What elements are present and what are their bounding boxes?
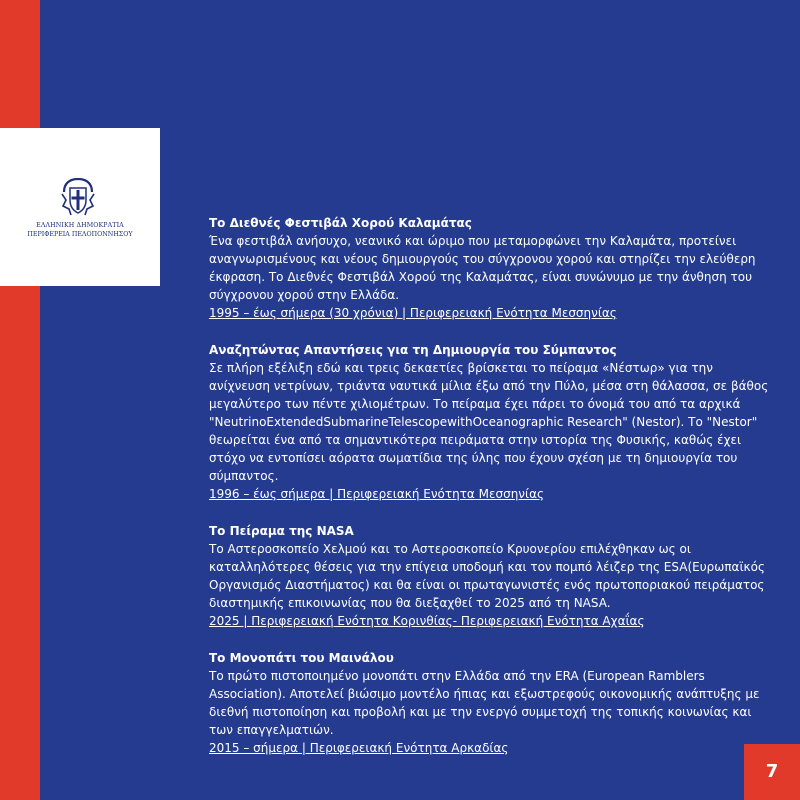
- section-meta-link[interactable]: 1995 – έως σήμερα (30 χρόνια) | Περιφερειακή Ενότητα Μεσσηνίας: [209, 306, 617, 320]
- section-body: Το Αστεροσκοπείο Χελμού και το Αστεροσκοπείο Κρυονερίου επιλέχθηκαν ως οι καταλληλότερες θέσεις για την επίγεια υποδομή και τον πομπό λέιζερ της ESA(Ευρωπαϊκός Οργανισμός Διαστήματος) και θα είναι οι πρωταγωνιστές ενός πρωτοποριακού πειράματος διαστημικής επικοινωνίας που θα διεξαχθεί το 2025 από τη NASA.: [209, 542, 765, 610]
- region-logo: [0, 128, 160, 286]
- section-title: Το Πείραμα της NASA: [209, 524, 354, 538]
- section-body: Το πρώτο πιστοποιημένο μονοπάτι στην Ελλάδα από την ERA (European Ramblers Association). Αποτελεί βιώσιμο μοντέλο ήπιας και εξωστρεφούς οικονομικής ανάπτυξης με διεθνή πιστοποίηση και προβολή και με την ενεργό συμμετοχή της τοπικής κοινωνίας και των επαγγελματιών.: [209, 669, 760, 737]
- logo-text-republic: ΕΛΛΗΝΙΚΗ ΔΗΜΟΚΡΑΤΙΑ: [36, 222, 124, 229]
- section-mainalo-trail: [209, 649, 774, 757]
- main-content: [209, 214, 774, 776]
- section-title: Το Μονοπάτι του Μαινάλου: [209, 651, 394, 665]
- section-title: Αναζητώντας Απαντήσεις για τη Δημιουργία του Σύμπαντος: [209, 343, 617, 357]
- logo-text-region: ΠΕΡΙΦΕΡΕΙΑ ΠΕΛΟΠΟΝΝΗΣΟΥ: [27, 231, 133, 238]
- section-meta-link[interactable]: 2015 – σήμερα | Περιφερειακή Ενότητα Αρκαδίας: [209, 741, 509, 755]
- section-kalamata-dance-festival: [209, 214, 774, 322]
- section-body: Σε πλήρη εξέλιξη εδώ και τρεις δεκαετίες βρίσκεται το πείραμα «Νέστωρ» για την ανίχνευση νετρίνων, τριάντα ναυτικά μίλια έξω από την Πύλο, μέσα στη θάλασσα, σε βάθος μεγαλύτερο των πέντε χιλιομέτρων. Το πείραμα έχει πάρει το όνομά του από τα αρχικά "NeutrinoExtendedSubmarineTelescopewithOceanographic Research" (Nestor). Το "Nestor" θεωρείται ένα από τα σημαντικότερα πειράματα στην ιστορία της Φυσικής, καθώς έχει στόχο να εντοπίσει αόρατα σωματίδια της ύλης που έχουν σχέση με τη δημιουργία του σύμπαντος.: [209, 361, 769, 483]
- section-nasa-experiment: [209, 522, 774, 630]
- section-title: Το Διεθνές Φεστιβάλ Χορού Καλαμάτας: [209, 216, 472, 230]
- section-body: Ένα φεστιβάλ ανήσυχο, νεανικό και ώριμο που μεταμορφώνει την Καλαμάτα, προτείνει αναγνωρισμένους και νέους δημιουργούς του σύγχρονου χορού και στηρίζει την ελεύθερη έκφραση. Το Διεθνές Φεστιβάλ Χορού της Καλαμάτας, είναι συνώνυμο με την άνθηση του σύγχρονου χορού στην Ελλάδα.: [209, 234, 756, 302]
- greek-emblem-icon: [60, 178, 96, 216]
- left-red-bar: [0, 0, 40, 800]
- section-meta-link[interactable]: 1996 – έως σήμερα | Περιφερειακή Ενότητα Μεσσηνίας: [209, 487, 545, 501]
- section-nestor-experiment: [209, 341, 774, 503]
- page-number: 7: [744, 744, 800, 800]
- section-meta-link[interactable]: 2025 | Περιφερειακή Ενότητα Κορινθίας- Περιφερειακή Ενότητα Αχαΐας: [209, 614, 645, 628]
